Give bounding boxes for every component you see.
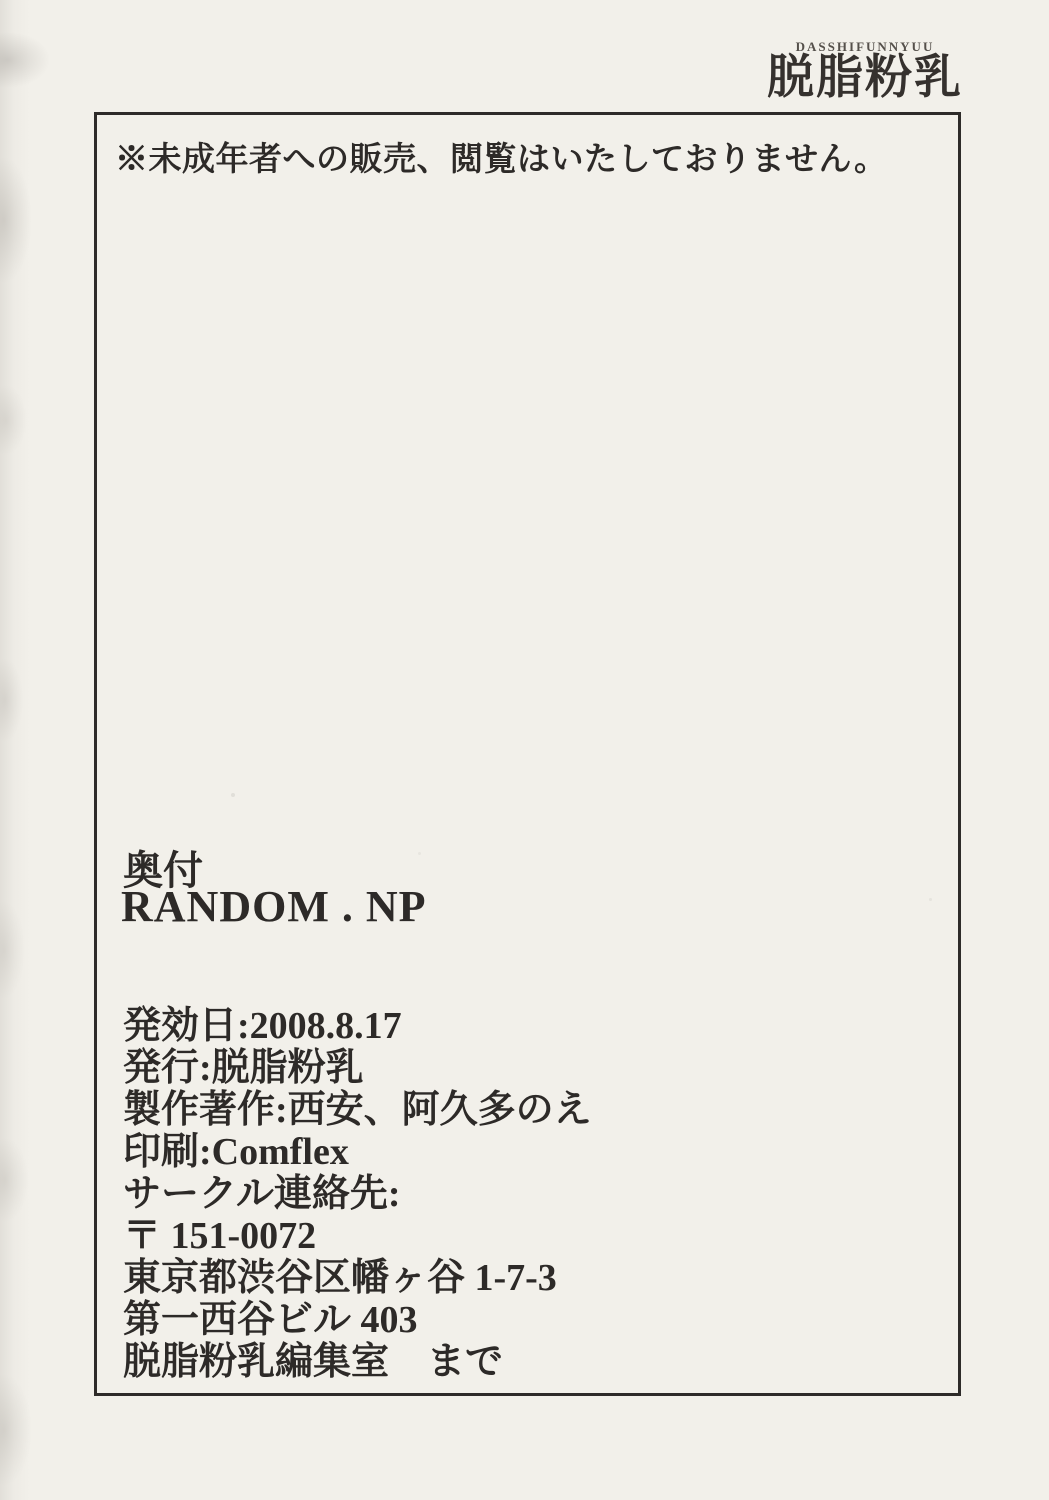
detail-printer: 印刷:Comflex (123, 1131, 349, 1173)
publication-details (123, 1005, 923, 1383)
logo-kanji-text: 脱脂粉乳 (767, 52, 963, 104)
circle-logo (767, 40, 963, 102)
age-restriction-notice: ※未成年者への販売、閲覧はいたしておりません。 (115, 140, 888, 177)
logo-romaji-text: DASSHIFUNNYUU (795, 39, 935, 54)
detail-address-line3: 脱脂粉乳編集室 まで (123, 1341, 504, 1383)
detail-address-line1: 東京都渋谷区幡ヶ谷 1-7-3 (123, 1257, 557, 1299)
detail-address-line2: 第一西谷ビル 403 (123, 1299, 418, 1341)
detail-postal-code: 〒 151-0072 (123, 1215, 317, 1257)
detail-publisher: 発行:脱脂粉乳 (123, 1047, 364, 1089)
colophon-heading: 奥付 (123, 848, 203, 893)
publication-title: RANDOM . NP (121, 882, 427, 931)
detail-authors: 製作著作:西安、阿久多のえ (123, 1089, 592, 1131)
colophon-border-box (94, 112, 961, 1396)
detail-effective-date: 発効日:2008.8.17 (123, 1005, 402, 1047)
detail-contact-label: サークル連絡先: (123, 1173, 401, 1215)
